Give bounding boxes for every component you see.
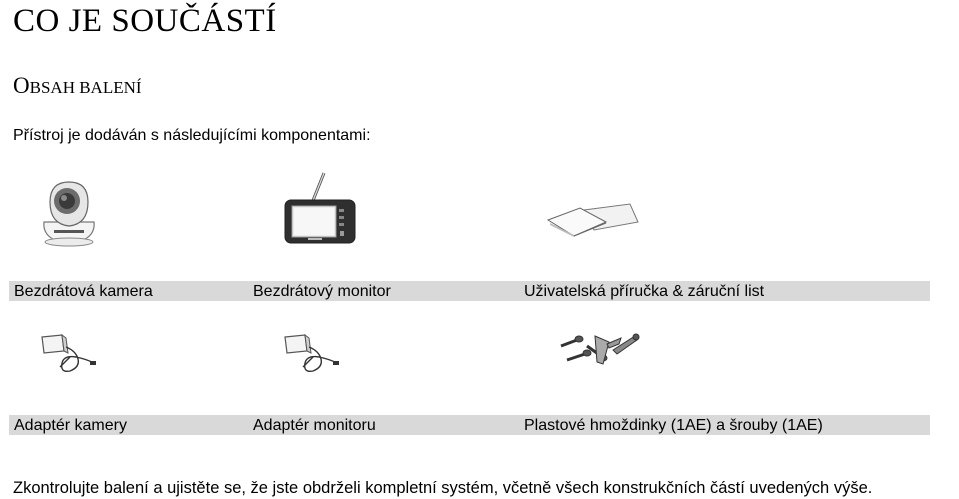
label-wireless-camera: Bezdrátová kamera [14,283,153,300]
manual-icon [544,200,640,238]
label-plastic-anchors-screws: Plastové hmoždinky (1AE) a šrouby (1AE) [524,417,823,434]
intro-text: Přístroj je dodáván s následujícími komponentami: [13,127,371,144]
camera-icon [36,178,102,248]
label-wireless-monitor: Bezdrátový monitor [253,283,391,300]
label-monitor-adapter: Adaptér monitoru [253,417,376,434]
screws-icon [557,330,641,368]
component-label-bar [9,281,930,301]
label-user-manual: Uživatelská příručka & záruční list [524,283,765,300]
adapter-icon [283,333,341,375]
section-title [13,73,142,99]
component-label-bar [9,415,930,435]
footer-note: Zkontrolujte balení a ujistěte se, že jste obdrželi kompletní systém, včetně všech konstrukčních částí uvedených výše. [13,479,873,497]
section-title-initial: O [13,73,30,98]
page-title: CO JE SOUČÁSTÍ [13,3,277,39]
monitor-icon [280,170,360,246]
section-title-rest: BSAH BALENÍ [29,78,142,97]
adapter-icon [40,333,98,375]
label-camera-adapter: Adaptér kamery [14,417,127,434]
